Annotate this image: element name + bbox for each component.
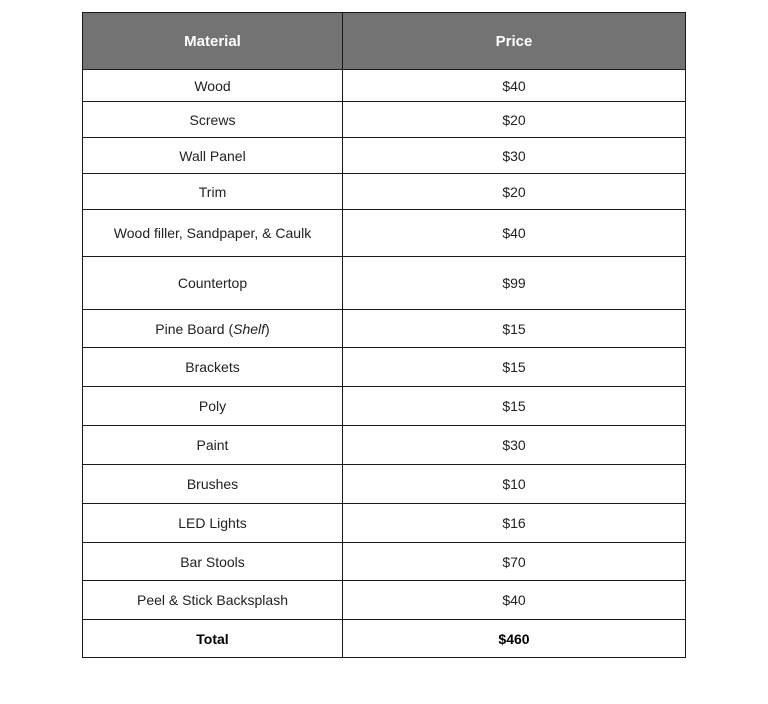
- table-row: [83, 581, 686, 620]
- header-material: Material: [83, 13, 343, 70]
- table-row: [83, 465, 686, 504]
- material-text: ): [265, 320, 270, 337]
- material-cell: Countertop: [83, 257, 343, 310]
- table-row: [83, 348, 686, 387]
- material-cell: [83, 310, 343, 348]
- material-cell: Wood filler, Sandpaper, & Caulk: [83, 210, 343, 257]
- table-row: [83, 426, 686, 465]
- table-row: [83, 387, 686, 426]
- material-cell: Bar Stools: [83, 543, 343, 581]
- total-price: $460: [343, 620, 686, 658]
- table-row: [83, 543, 686, 581]
- table-row: [83, 257, 686, 310]
- price-cell: $15: [343, 348, 686, 387]
- material-cell: Screws: [83, 102, 343, 138]
- material-cell: Brushes: [83, 465, 343, 504]
- price-cell: $99: [343, 257, 686, 310]
- price-cell: $20: [343, 102, 686, 138]
- price-cell: $10: [343, 465, 686, 504]
- material-cell: LED Lights: [83, 504, 343, 543]
- total-row: [83, 620, 686, 658]
- material-text: Pine Board (: [155, 320, 234, 337]
- price-cell: $15: [343, 387, 686, 426]
- price-cell: $15: [343, 310, 686, 348]
- material-cell: Paint: [83, 426, 343, 465]
- price-cell: $70: [343, 543, 686, 581]
- table-row: [83, 138, 686, 174]
- price-cell: $30: [343, 426, 686, 465]
- table-row: [83, 504, 686, 543]
- material-cell: Brackets: [83, 348, 343, 387]
- materials-price-table: [82, 12, 686, 658]
- table-row: [83, 102, 686, 138]
- material-cell: Wood: [83, 70, 343, 102]
- material-cell: Peel & Stick Backsplash: [83, 581, 343, 620]
- material-cell: Trim: [83, 174, 343, 210]
- header-price: Price: [343, 13, 686, 70]
- table-row: [83, 310, 686, 348]
- table-row: [83, 210, 686, 257]
- material-cell: Poly: [83, 387, 343, 426]
- price-cell: $30: [343, 138, 686, 174]
- total-label: Total: [83, 620, 343, 658]
- material-italic-text: Shelf: [233, 320, 266, 337]
- price-cell: $40: [343, 581, 686, 620]
- table-row: [83, 174, 686, 210]
- price-cell: $20: [343, 174, 686, 210]
- material-cell: Wall Panel: [83, 138, 343, 174]
- price-cell: $16: [343, 504, 686, 543]
- table-row: [83, 70, 686, 102]
- price-cell: $40: [343, 210, 686, 257]
- price-cell: $40: [343, 70, 686, 102]
- table-header-row: [83, 13, 686, 70]
